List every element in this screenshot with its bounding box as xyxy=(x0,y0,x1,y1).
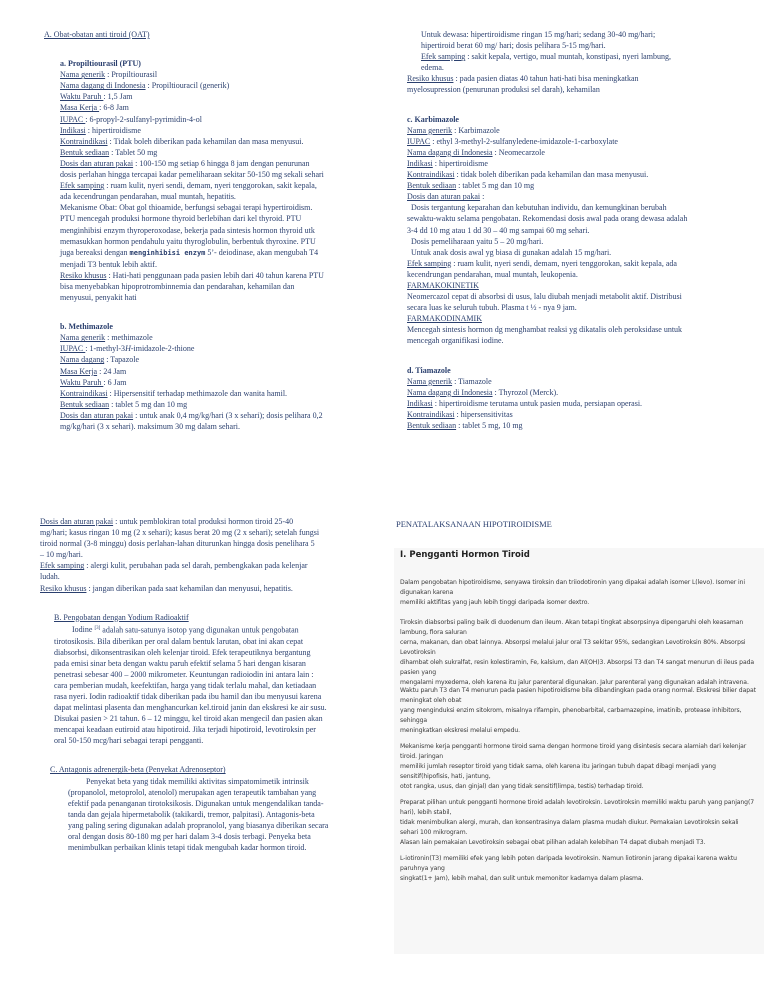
tiamazole-title: d. Tiamazole xyxy=(407,365,451,375)
ptu-block: Nama generik : Propiltiourasil Nama dagang di Indonesia : Propiltiouracil (generik) Waktu Paruh : 1,5 Jam Masa Kerja : 6-8 Jam IUPAC : 6-propyl-2-sulfanyl-pyrimidin-4-ol Indikasi : hipertiroidisme Kontraindikasi : Tidak boleh diberikan pada kehamilan dan masa menyusui. Bentuk sediaan : Tablet 50 mg Dosis dan aturan pakai : 100-150 mg setiap 6 hingga 8 jam dengan penurunan dosis perlahan hingga tercapai kadar pemeliharaan sekitar 50-150 mg sekali sehari Efek samping : ruam kulit, nyeri sendi, demam, nyeri tenggorokan, sakit kepala, ada kecendrungan pendarahan, mual muntah, hepatitis. Mekanisme Obat: Obat gol thioamide, berfungsi sebagai terapi hypertiroidism. PTU mencegah produksi hormone thyroid berlebihan dari kel thyroid. PTU menginhibisi enzym thyroperoxodase, bekerja pada sintesis hormon thyroid utk memasukkan hormon pendahulu yaitu thyroglobulin, berbentuk thyroxine. PTU juga bereaksi dengan menginhibisi enzym 5’- deiodinase, akan mengubah T4 menjadi T3 bentuk lebih aktif. Resiko khusus : Hati-hati penggunaan pada pasien lebih dari 40 tahun karena PTU bisa menyebabkan hipoprotrombinnemia dan pendarahan, kehamilan dan menyusui, penyakit hati xyxy=(44,69,374,303)
section-b-heading: B. Pengobatan dengan Yodium Radioaktif xyxy=(54,612,189,622)
bottom-right-column xyxy=(396,519,756,530)
image-paragraph-2: Tiroksin diabsorbsi paling baik di duodenum dan ileum. Akan tetapi tingkat absorpsinya dipengaruhi oleh keasaman lambung, flora saluran cerna, makanan, dan obat lainnya. Absorpsi melalui jalur oral T3 sekitar 95%, sedangkan Levotiroksin 80%. Absorpsi Levotiroksin dihambat oleh sukralfat, resin kolestiramin, Fe, kalsium, dan Al(OH)3. Absorpsi T3 dan T4 sangat menurun di ileus pada pasien yang mengalami myxedema, oleh karena itu jalur parenteral digunakan. Jalur parenteral yang digunakan adalah intravena. xyxy=(400,619,754,686)
image-paragraph-5: Preparat pilihan untuk pengganti hormone tiroid adalah levotiroksin. Levotiroksin memiliki waktu paruh yang panjang(7 hari), lebih stabil, tidak menimbulkan alergi, murah, dan konsentrasinya dalam plasma mudah diukur. Pemakaian Levotiroksin sekali sehari 100 mikrogram. Alasan lain pemakaian Levotiroksin sebagai obat pilihan adalah kelebihan T4 dapat diubah menjadi T3. xyxy=(400,799,755,846)
bottom-left-column: Dosis dan aturan pakai : untuk pemblokiran total produksi hormon tiroid 25-40 mg/hari; kasus ringan 10 mg (2 x sehari); kasus berat 20 mg (2 x sehari); setelah fungsi tiroid normal (3-8 minggu) dosis perlahan-lahan diturunkan hingga dosis penelihara 5 – 10 mg/hari. Efek samping : alergi kulit, perubahan pada sel darah, pembengkakan pada kelenjar ludah. Resiko khusus : jangan diberikan pada saat kehamilan dan menyusui, hepatitis. B. Pengobatan dengan Yodium Radioaktif Iodine [3] adalah satu-satunya isotop yang digunakan untuk pengobatan tirotosikosis. Bila diberikan per oral dalam bentuk larutan, obat ini akan cepat diabsorbsi, dikonsentrasikan oleh kelenjar tiroid. Efek terapeutiknya bergantung pada emisi sinar beta dengan waktu paruh efektif selama 5 hari dengan kisaran penetrasi sebesar 400 – 2000 mikrometer. Keuntungan radioiodin ini antara lain : cara pemberian mudah, keefektifan, harga yang tidak terlalu mahal, dan ketiadaan rasa nyeri. Iodin radioaktif tidak diberikan pada ibu hamil dan ibu menyusui karena dapat melintasi plasenta dan menghancurkan kel.tiroid janin dan ekskresi ke air susu. Disukai pasien > 21 tahun. 6 – 12 minggu, kel tiroid akan mengecil dan pasien akan mencapai keadaan eutiroid atau hipotiroid. Jika terjadi hipotiroid, levotiroksin per oral 50-150 mcg/hari sebagai terapi pengganti. C. Antagonis adrenergik-beta (Penyekat Adrenoseptor) Penyekat beta yang tidak memiliki aktivitas simpatomimetik intrinsik (propanolol, metoprolol, atenolol) merupakan agen terapeutik tambahan yang efektif pada penanganan tirotoksikosis. Digunakan untuk mengendalikan tanda- tanda dan gejala hipermetabolik (takikardi, tremor, palpitasi). Antagonis-beta yang paling sering digunakan adalah propranolol, yang biasanya diberikan secara oral dengan dosis 80-180 mg per hari dalam 3-4 dosis terbagi. Penyeka beta menimbulkan perbaikan klinis tetapi tidak mengubah kadar hormon tiroid. xyxy=(40,516,380,853)
methimazole-block: Nama generik : methimazole IUPAC : 1-methyl-3H-imidazole-2-thione Nama dagang : Tapazole Masa Kerja : 24 Jam Waktu Paruh : 6 Jam Kontraindikasi : Hipersensitif terhadap methimazole dan wanita hamil. Bentuk sediaan : tablet 5 mg dan 10 mg Dosis dan aturan pakai : untuk anak 0,4 mg/kg/hari (3 x sehari); dosis pelihara 0,2 mg/kg/hari (3 x sehari). maksimum 30 mg dalam sehari. xyxy=(60,333,323,431)
image-paragraph-6: L-iotironin(T3) memiliki efek yang lebih poten daripada levotiroksin. Namun liotironin jarang dipakai karena waktu paruhnya yang singkat(1+ Jam), lebih mahal, dan sulit untuk memonitor kadarnya dalam plasma. xyxy=(400,855,737,882)
image-heading: I. Pengganti Hormon Tiroid xyxy=(400,550,530,560)
section-c: C. Antagonis adrenergik-beta (Penyekat Adrenoseptor) Penyekat beta yang tidak memiliki aktivitas simpatomimetik intrinsik (propanolol, metoprolol, atenolol) merupakan agen terapeutik tambahan yang efektif pada penanganan tirotoksikosis. Digunakan untuk mengendalikan tanda- tanda dan gejala hipermetabolik (takikardi, tremor, palpitasi). Antagonis-beta yang paling sering digunakan adalah propranolol, yang biasanya diberikan secara oral dengan dosis 80-180 mg per hari dalam 3-4 dosis terbagi. Penyeka beta menimbulkan perbaikan klinis tetapi tidak mengubah kadar hormon tiroid. xyxy=(40,764,380,853)
top-right-column: Untuk dewasa: hipertiroidisme ringan 15 mg/hari; sedang 30-40 mg/hari; hipertiroid berat 60 mg/ hari; dosis pelihara 5-15 mg/hari. Efek samping : sakit kepala, vertigo, mual muntah, konstipasi, nyeri lambung, edema. Resiko khusus : pada pasien diatas 40 tahun hati-hati bisa meningkatkan myelosupression (penurunan produksi sel darah), kehamilan c. Karbimazole Nama generik : Karbimazole IUPAC : ethyl 3-methyl-2-sulfanyledene-imidazole-1-carboxylate Nama dagang di Indonesia : Neomecarzole Indikasi : hipertiroidisme Kontraindikasi : tidak boleh diberikan pada kehamilan dan masa menyusui. Bentuk sediaan : tablet 5 mg dan 10 mg Dosis dan aturan pakai : Dosis tergantung keparahan dan kebutuhan individu, dan kemungkinan berubah sewaktu-waktu selama pengobatan. Rekomendasi dosis awal pada orang dewasa adalah 3-4 dd 10 mg atau 1 dd 30 – 40 mg sampai 60 mg sehari. Dosis pemeliharaan yaitu 5 – 20 mg/hari. Untuk anak dosis awal yg biasa di gunakan adalah 15 mg/hari. Efek samping : ruam kulit, nyeri sendi, demam, nyeri tenggorokan, sakit kepala, ada kecendrungan pendarahan, mual muntah, leukopenia. FARMAKOKINETIK Neomercazol cepat di absorbsi di usus, lalu diubah menjadi metabolit aktif. Distribusi secara luas ke seluruh tubuh. Plasma t ½ - nya 9 jam. FARMAKODINAMIK Mencegah sintesis hormon dg menghambat reaksi yg dikatalis oleh peroksidase untuk mencegah organifikasi iodine. d. Tiamazole Nama generik : Tiamazole Nama dagang di Indonesia : Thyrozol (Merck). Indikasi : hipertiroidisme terutama untuk pasien muda, persiapan operasi. Kontraindikasi : hipersensitivitas Bentuk sediaan : tablet 5 mg, 10 mg xyxy=(407,29,742,431)
top-left-column xyxy=(44,29,374,432)
image-paragraph-3: Waktu paruh T3 dan T4 menurun pada pasien hipotiroidisme bila dibandingkan pada orang normal. Ekskresi bilier dapat meningkat oleh obat yang menginduksi enzim sitokrom, misalnya rifampin, phenobarbital, carbamazepine, imatinib, protease inhibitors, sehingga meningkatkan ekskresi melalui empedu. xyxy=(400,687,756,734)
image-paragraph-1: Dalam pengobatan hipotiroidisme, senyawa tiroksin dan triiodotironin yang dipakai adalah isomer L(levo). Isomer ini digunakan karena memiliki aktifitas yang jauh lebih tinggi daripada isomer dextro. xyxy=(400,579,745,606)
ptu-title: a. Propiltiourasil (PTU) xyxy=(60,59,141,69)
embedded-text-image xyxy=(394,548,764,954)
image-paragraph-4: Mekanisme kerja pengganti hormone tiroid sama dengan hormone tiroid yang disintesis secara alamiah dari kelenjar tiroid. Jaringan memiliki jumlah reseptor tiroid yang tidak sama, oleh karena itu jaringan tubuh dapat dibagi menjadi yang sensitif(hipofisis, hati, jantung, otot rangka, usus, dan ginjal) dan yang tidak sensitif(limpa, testis) terhadap tiroid. xyxy=(400,743,747,790)
karbimazole-title: c. Karbimazole xyxy=(407,114,459,124)
section-b: B. Pengobatan dengan Yodium Radioaktif Iodine [3] adalah satu-satunya isotop yang digunakan untuk pengobatan tirotosikosis. Bila diberikan per oral dalam bentuk larutan, obat ini akan cepat diabsorbsi, dikonsentrasikan oleh kelenjar tiroid. Efek terapeutiknya bergantung pada emisi sinar beta dengan waktu paruh efektif selama 5 hari dengan kisaran penetrasi sebesar 400 – 2000 mikrometer. Keuntungan radioiodin ini antara lain : cara pemberian mudah, keefektifan, harga yang tidak terlalu mahal, dan ketiadaan rasa nyeri. Iodin radioaktif tidak diberikan pada ibu hamil dan ibu menyusui karena dapat melintasi plasenta dan menghancurkan kel.tiroid janin dan ekskresi ke air susu. Disukai pasien > 21 tahun. 6 – 12 minggu, kel tiroid akan mengecil dan pasien akan mencapai keadaan eutiroid atau hipotiroid. Jika terjadi hipotiroid, levotiroksin per oral 50-150 mcg/hari sebagai terapi pengganti. xyxy=(40,612,380,747)
section-a-heading: A. Obat-obatan anti tiroid (OAT) xyxy=(44,30,150,39)
farmakodinamik-heading: FARMAKODINAMIK xyxy=(407,314,482,324)
section-c-heading: C. Antagonis adrenergik-beta (Penyekat Adrenoseptor) xyxy=(50,765,226,775)
farmakokinetik-heading: FARMAKOKINETIK xyxy=(407,280,479,290)
penatalaksanaan-heading: PENATALAKSANAAN HIPOTIROIDISME xyxy=(396,519,552,529)
ptu-mekanisme-0: Mekanisme Obat: Obat gol thioamide, berfungsi sebagai terapi hypertiroidism. xyxy=(60,203,313,213)
methimazole-title: b. Methimazole xyxy=(60,322,113,332)
